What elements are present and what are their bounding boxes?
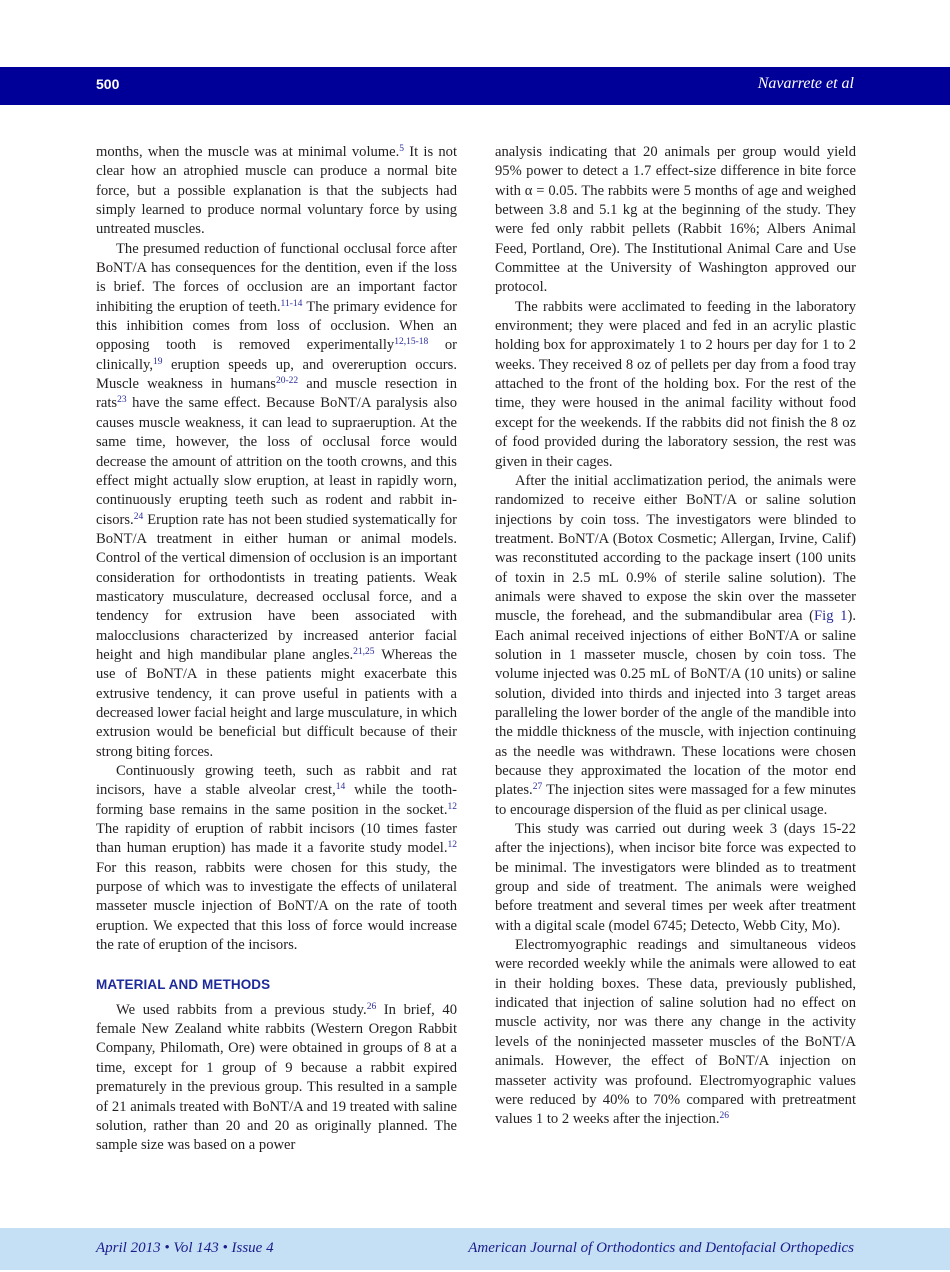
paragraph <box>96 1001 457 1156</box>
figure-link[interactable]: Fig 1 <box>814 608 848 625</box>
citation-link[interactable]: 26 <box>366 1001 377 1012</box>
text: In brief, 40 female New Zealand white rabbits (Western Oregon Rabbit Company, Philomath, Ore) were obtained in groups of 8 at a time, except for 1 group of 9 because a rabbit expired prematurely in the previous group. This resulted in a sample of 21 animals treated with BoNT/A and 19 treated with saline solution, rather than 20 and 20 as originally planned. The sample size was based on a power <box>96 1001 457 1154</box>
text: We used rabbits from a previous study. <box>116 1001 367 1018</box>
text: The rapidity of eruption of rabbit incisors (10 times faster than human eruption) has made it a favorite study model. <box>96 821 457 857</box>
text: ). Each animal received injections of either BoNT/A or saline solution in 1 masseter muscle, chosen by coin toss. The volume injected was 0.25 mL of BoNT/A (10 units) or saline solution, divided into thirds and injected into 3 target areas paralleling the lower border of the angle of the mandible into the middle thickness of the muscle, with injection continuing as the needle was withdrawn. These locations were chosen because they approximated the location of the motor end plates. <box>495 608 856 799</box>
text: Continuously growing teeth, such as rabbit and rat incisors, have a stable alveolar crest, <box>96 763 457 799</box>
text: The primary evidence for this inhibition comes from loss of occlusion. When an opposing tooth is removed experimentally <box>96 298 458 354</box>
paragraph <box>495 472 856 820</box>
text: Whereas the use of BoNT/A in these patients might exacerbate this extrusive tendency, it can prove useful in patients with a decreased lower facial height and large musculature, in which extrusion would be beneficial but difficult because of their strong biting forces. <box>96 646 458 760</box>
text: eruption speeds up, and overeruption occurs. Muscle weakness in humans <box>96 356 457 393</box>
journal-name: American Journal of Orthodontics and Dentofacial Orthopedics <box>468 1240 854 1256</box>
paragraph <box>495 936 856 1129</box>
page-number: 500 <box>96 76 120 92</box>
citation-link[interactable]: 12,15-18 <box>394 337 429 348</box>
text: The presumed reduction of functional occlusal force after BoNT/A has consequences for the dentition, even if the loss is brief. The forces of occlusion are an important factor inhibiting the eruption of teeth. <box>96 240 457 315</box>
text: Eruption rate has not been studied systematically for BoNT/A treatment in either human or animal models. Control of the vertical dimension of occlusion is an important consideration for orthodontists in treating patients. Weak masticatory musculature, decreased occlusal force, and a tendency for extrusion have been associated with malocclusions characterized by increased anterior facial height and high mandibular plane angles. <box>96 511 457 663</box>
section-heading: MATERIAL AND METHODS <box>96 977 271 993</box>
citation-link[interactable]: 23 <box>117 395 127 406</box>
left-column <box>96 143 457 1156</box>
running-header-bar <box>0 67 950 105</box>
text: The injection sites were massaged for a few minutes to encourage dispersion of the fluid as per clinical usage. <box>495 782 856 818</box>
right-column <box>495 143 856 1130</box>
text: while the tooth-forming base remains in the same position in the socket. <box>96 782 457 818</box>
paragraph: This study was carried out during week 3 (days 15-22 after the injections), when incisor bite force was expected to be minimal. The investigators were blinded as to treatment group and side of treatment. The animals were weighed before treatment and several times per week after treatment with a digital scale (model 6745; Detecto, Webb City, Mo). <box>495 821 856 934</box>
text: have the same effect. Because BoNT/A paralysis also causes muscle weakness, it can lead to supraeruption. At the same time, however, the loss of occlusal force would decrease the amount of attrition on the tooth crowns, and this effect might actually slow eruption, at least in rapidly worn, continuously erupting teeth such as rodent and rabbit incisors. <box>96 395 457 528</box>
text: months, when the muscle was at minimal volume. <box>96 144 400 160</box>
paragraph <box>96 762 457 955</box>
citation-link[interactable]: 20-22 <box>275 376 299 387</box>
citation-link[interactable]: 11-14 <box>280 298 303 309</box>
text: After the initial acclimatization period, the animals were randomized to receive either BoNT/A or saline solution injections by coin toss. The investigators were blinded to treatment. BoNT/A (Botox Cosmetic; Allergan, Irvine, Calif) was reconstituted according to the package insert (100 units of toxin in 2.5 mL 0.9% of sterile saline solution). The animals were shaved to expose the skin over the masseter muscle, the forehead, and the submandibular area ( <box>495 472 856 625</box>
footer-bar <box>0 1228 950 1270</box>
citation-link[interactable]: 26 <box>719 1111 730 1122</box>
citation-link[interactable]: 19 <box>153 356 163 367</box>
citation-link[interactable]: 5 <box>399 144 405 154</box>
citation-link[interactable]: 14 <box>335 782 346 793</box>
paragraph <box>96 240 457 762</box>
paragraph: The rabbits were acclimated to feeding in the laboratory environment; they were placed and fed in an acrylic plastic holding box for approximately 1 to 2 hours per day for 1 to 2 weeks. They received 8 oz of pellets per day from a food tray attached to the front of the holding box. For the rest of the time, they were housed in the animal facility without food except for the weekends. If the rabbits did not finish the 8 oz of food provided during the laboratory session, the rest was given in their cages. <box>495 298 856 470</box>
citation-link[interactable]: 12 <box>447 840 457 851</box>
citation-link[interactable]: 12 <box>447 801 457 812</box>
citation-link[interactable]: 21,25 <box>353 646 375 657</box>
text: or clinically, <box>96 337 457 373</box>
text: and muscle resection in rats <box>96 376 457 412</box>
text: Electromyographic readings and simultaneous videos were recorded weekly while the animals were allowed to eat in their holding boxes. These data, previously published, indicated that injection of saline solution had no effect on muscle activity, nor was there any change in the activity levels of the noninjected masseter muscles of the BoNT/A animals. However, the effect of BoNT/A injection on masseter activity was profound. Electromyographic values were reduced by 40% to 70% compared with pretreatment values 1 to 2 weeks after the injection. <box>495 937 856 1128</box>
citation-link[interactable]: 24 <box>133 511 144 522</box>
paragraph: analysis indicating that 20 animals per group would yield 95% power to detect a 1.7 effect-size difference in bite force with α = 0.05. The rabbits were 5 months of age and weighed between 3.8 and 5.1 kg at the beginning of the study. They were fed only rabbit pellets (Rabbit 16%; Albers Animal Feed, Portland, Ore). The Institutional Animal Care and Use Committee at the University of Washington approved our protocol. <box>495 144 856 296</box>
issue-info: April 2013 • Vol 143 • Issue 4 <box>96 1240 274 1256</box>
running-head-authors: Navarrete et al <box>757 75 854 92</box>
text: It is not clear how an atrophied muscle can produce a normal bite force, but a possible explanation is that the subjects had simply learned to produce normal voluntary force by using untreated muscles. <box>96 144 458 238</box>
text: For this reason, rabbits were chosen for this study, the purpose of which was to investigate the effects of unilateral masseter muscle injection of BoNT/A on the rate of tooth eruption. We expected that this loss of force would increase the rate of eruption of the incisors. <box>96 859 457 954</box>
paragraph <box>96 143 457 240</box>
citation-link[interactable]: 27 <box>532 782 543 793</box>
